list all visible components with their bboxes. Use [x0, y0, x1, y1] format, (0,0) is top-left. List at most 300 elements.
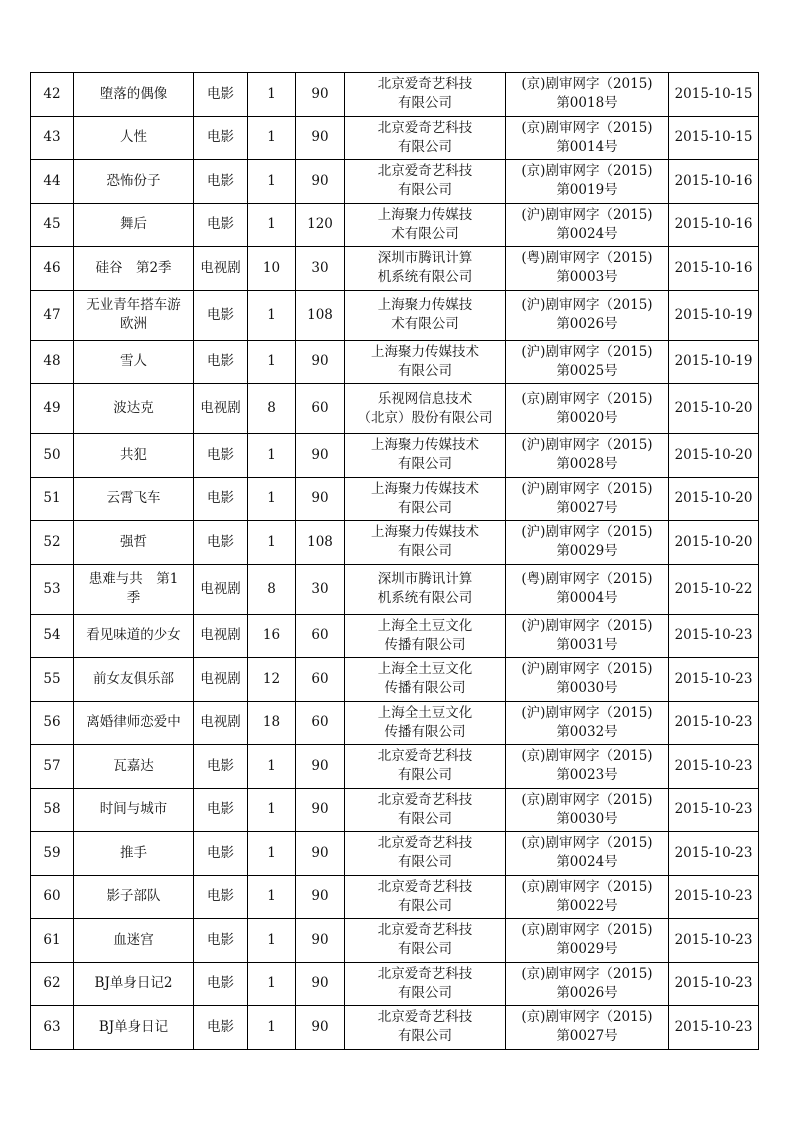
release-date: 2015-10-16	[669, 247, 759, 291]
company-name-line: 北京爱奇艺科技	[377, 748, 473, 765]
content-type: 电影	[194, 340, 248, 384]
license-number	[506, 614, 669, 658]
program-title	[74, 290, 194, 340]
license-number	[506, 658, 669, 702]
program-title	[74, 1006, 194, 1050]
episode-length: 30	[296, 247, 345, 291]
company-name-line: 有限公司	[398, 767, 452, 784]
license-number	[506, 701, 669, 745]
company-name	[345, 290, 506, 340]
content-type: 电影	[194, 788, 248, 832]
content-type: 电影	[194, 832, 248, 876]
release-date: 2015-10-20	[669, 477, 759, 521]
program-title	[74, 160, 194, 204]
episode-length: 90	[296, 832, 345, 876]
program-title-line: 时间与城市	[99, 801, 168, 818]
content-type: 电影	[194, 521, 248, 565]
license-number	[506, 832, 669, 876]
license-number-line: (沪)剧审网字（2015)	[521, 297, 653, 313]
company-name	[345, 788, 506, 832]
content-type: 电影	[194, 434, 248, 478]
table-row	[31, 160, 759, 204]
license-number-line: (京)剧审网字（2015)	[521, 748, 653, 765]
episode-length: 90	[296, 340, 345, 384]
license-number-line: 第0004号	[556, 590, 618, 606]
episode-count: 1	[248, 73, 296, 117]
company-name-line: 上海聚力传媒技术	[371, 343, 479, 360]
content-type: 电视剧	[194, 384, 248, 434]
row-number: 42	[31, 73, 74, 117]
table-row	[31, 919, 759, 963]
table-row	[31, 384, 759, 434]
row-number: 60	[31, 875, 74, 919]
episode-length: 60	[296, 701, 345, 745]
content-type: 电影	[194, 919, 248, 963]
row-number: 56	[31, 701, 74, 745]
license-number-line: 第0025号	[556, 362, 618, 379]
license-number-line: (沪)剧审网字（2015)	[521, 480, 653, 497]
release-date: 2015-10-23	[669, 832, 759, 876]
release-date: 2015-10-23	[669, 614, 759, 658]
table-row	[31, 247, 759, 291]
company-name	[345, 962, 506, 1006]
table-row	[31, 434, 759, 478]
episode-count: 1	[248, 745, 296, 789]
row-number: 54	[31, 614, 74, 658]
company-name	[345, 701, 506, 745]
license-number-line: 第0027号	[556, 499, 618, 516]
license-number-line: (沪)剧审网字（2015)	[521, 661, 653, 678]
company-name	[345, 73, 506, 117]
program-title-line: BJ单身日记	[98, 1018, 169, 1035]
license-number-line: 第0026号	[556, 984, 618, 1001]
license-number-line: (京)剧审网字（2015)	[521, 835, 653, 852]
license-number-line: 第0031号	[556, 636, 618, 653]
company-name-line: 北京爱奇艺科技	[377, 791, 473, 808]
episode-length: 90	[296, 745, 345, 789]
license-number	[506, 788, 669, 832]
company-name-line: 北京爱奇艺科技	[377, 922, 473, 939]
table-row	[31, 116, 759, 160]
program-title-line: 恐怖份子	[106, 172, 161, 189]
license-number-line: (沪)剧审网字（2015)	[521, 437, 653, 454]
company-name-line: 上海全土豆文化	[377, 617, 473, 634]
episode-count: 1	[248, 919, 296, 963]
company-name-line: 深圳市腾讯计算	[377, 250, 473, 267]
company-name-line: 机系统有限公司	[377, 269, 473, 286]
license-number	[506, 962, 669, 1006]
table-row	[31, 73, 759, 117]
license-number-line: 第0029号	[556, 941, 618, 958]
company-name-line: 上海聚力传媒技术	[371, 524, 479, 541]
license-number	[506, 875, 669, 919]
license-number	[506, 564, 669, 614]
company-name-line: 上海全土豆文化	[377, 704, 473, 721]
episode-count: 1	[248, 521, 296, 565]
license-number-line: (粤)剧审网字（2015)	[521, 571, 653, 587]
company-name-line: 术有限公司	[391, 316, 459, 332]
row-number: 45	[31, 203, 74, 247]
program-title	[74, 658, 194, 702]
program-title-line: 强哲	[120, 533, 147, 550]
program-title	[74, 521, 194, 565]
episode-length: 90	[296, 788, 345, 832]
license-number-line: (京)剧审网字（2015)	[521, 76, 653, 93]
row-number: 48	[31, 340, 74, 384]
row-number: 43	[31, 116, 74, 160]
release-date: 2015-10-23	[669, 788, 759, 832]
program-title	[74, 247, 194, 291]
program-title	[74, 116, 194, 160]
release-date: 2015-10-16	[669, 203, 759, 247]
release-date: 2015-10-22	[669, 564, 759, 614]
episode-length: 90	[296, 875, 345, 919]
program-title	[74, 434, 194, 478]
episode-length: 90	[296, 1006, 345, 1050]
episode-length: 108	[296, 521, 345, 565]
episode-length: 90	[296, 160, 345, 204]
program-title	[74, 875, 194, 919]
license-number-line: (京)剧审网字（2015)	[521, 791, 653, 808]
release-date: 2015-10-23	[669, 701, 759, 745]
episode-length: 120	[296, 203, 345, 247]
license-number-line: 第0023号	[556, 767, 618, 784]
license-number	[506, 1006, 669, 1050]
company-name	[345, 477, 506, 521]
company-name-line: 有限公司	[398, 456, 452, 473]
content-type: 电影	[194, 477, 248, 521]
release-date: 2015-10-16	[669, 160, 759, 204]
company-name	[345, 434, 506, 478]
license-number	[506, 290, 669, 340]
row-number: 58	[31, 788, 74, 832]
license-number-line: (京)剧审网字（2015)	[521, 390, 653, 407]
license-number	[506, 340, 669, 384]
row-number: 50	[31, 434, 74, 478]
company-name	[345, 340, 506, 384]
program-title-line: 无业青年搭车游	[86, 297, 181, 313]
program-title-line: 看见味道的少女	[86, 627, 181, 644]
company-name	[345, 160, 506, 204]
company-name	[345, 875, 506, 919]
license-number	[506, 160, 669, 204]
table-row	[31, 962, 759, 1006]
license-number-line: 第0024号	[556, 225, 618, 242]
license-number-line: (沪)剧审网字（2015)	[521, 704, 653, 721]
company-name-line: 深圳市腾讯计算	[377, 571, 473, 587]
table-row	[31, 290, 759, 340]
episode-count: 1	[248, 160, 296, 204]
program-title	[74, 962, 194, 1006]
row-number: 47	[31, 290, 74, 340]
program-title	[74, 477, 194, 521]
content-type: 电影	[194, 160, 248, 204]
company-name-line: 北京爱奇艺科技	[377, 76, 473, 93]
company-name-line: 有限公司	[398, 984, 452, 1001]
release-date: 2015-10-20	[669, 434, 759, 478]
content-type: 电影	[194, 116, 248, 160]
row-number: 46	[31, 247, 74, 291]
release-date: 2015-10-23	[669, 875, 759, 919]
company-name-line: 北京爱奇艺科技	[377, 878, 473, 895]
license-number-line: (京)剧审网字（2015)	[521, 922, 653, 939]
content-type: 电影	[194, 290, 248, 340]
license-number-line: 第0029号	[556, 543, 618, 560]
program-title	[74, 919, 194, 963]
episode-count: 1	[248, 477, 296, 521]
row-number: 62	[31, 962, 74, 1006]
company-name	[345, 1006, 506, 1050]
license-number-line: 第0026号	[556, 316, 618, 332]
program-title	[74, 203, 194, 247]
content-type: 电影	[194, 73, 248, 117]
license-number-line: (沪)剧审网字（2015)	[521, 343, 653, 360]
company-name	[345, 919, 506, 963]
license-number-line: 第0027号	[556, 1028, 618, 1045]
registration-table	[30, 72, 759, 1050]
company-name-line: 上海全土豆文化	[377, 661, 473, 678]
program-title-line: 堕落的偶像	[99, 85, 168, 102]
table-row	[31, 1006, 759, 1050]
company-name	[345, 247, 506, 291]
program-title	[74, 788, 194, 832]
company-name	[345, 116, 506, 160]
row-number: 61	[31, 919, 74, 963]
episode-length: 60	[296, 384, 345, 434]
license-number	[506, 434, 669, 478]
company-name-line: 有限公司	[398, 543, 452, 560]
license-number-line: (京)剧审网字（2015)	[521, 163, 653, 180]
table-body	[31, 73, 759, 1050]
episode-count: 1	[248, 875, 296, 919]
program-title-line: 前女友俱乐部	[93, 670, 174, 687]
episode-count: 8	[248, 564, 296, 614]
program-title-line: 影子部队	[106, 888, 161, 905]
license-number-line: (沪)剧审网字（2015)	[521, 206, 653, 223]
table-row	[31, 701, 759, 745]
company-name-line: 传播有限公司	[384, 723, 466, 740]
episode-count: 1	[248, 832, 296, 876]
release-date: 2015-10-15	[669, 73, 759, 117]
episode-length: 30	[296, 564, 345, 614]
program-title-line: 血迷宫	[113, 931, 154, 948]
release-date: 2015-10-20	[669, 521, 759, 565]
release-date: 2015-10-23	[669, 962, 759, 1006]
episode-count: 1	[248, 203, 296, 247]
license-number-line: (粤)剧审网字（2015)	[521, 250, 653, 267]
table-row	[31, 203, 759, 247]
program-title	[74, 614, 194, 658]
episode-length: 90	[296, 434, 345, 478]
company-name-line: 有限公司	[398, 1028, 452, 1045]
company-name	[345, 658, 506, 702]
license-number-line: (京)剧审网字（2015)	[521, 965, 653, 982]
row-number: 44	[31, 160, 74, 204]
program-title-line: 云霄飞车	[106, 490, 161, 507]
company-name-line: 北京爱奇艺科技	[377, 119, 473, 136]
license-number-line: 第0018号	[556, 95, 618, 112]
episode-count: 1	[248, 290, 296, 340]
table-row	[31, 614, 759, 658]
content-type: 电影	[194, 875, 248, 919]
content-type: 电影	[194, 1006, 248, 1050]
company-name-line: （北京）股份有限公司	[357, 409, 493, 426]
program-title	[74, 745, 194, 789]
license-number-line: (沪)剧审网字（2015)	[521, 617, 653, 634]
table-row	[31, 658, 759, 702]
program-title-line: 舞后	[120, 216, 147, 233]
row-number: 52	[31, 521, 74, 565]
episode-count: 1	[248, 340, 296, 384]
episode-count: 10	[248, 247, 296, 291]
company-name-line: 传播有限公司	[384, 680, 466, 697]
license-number	[506, 521, 669, 565]
episode-length: 108	[296, 290, 345, 340]
table-row	[31, 875, 759, 919]
table-row	[31, 564, 759, 614]
content-type: 电影	[194, 745, 248, 789]
content-type: 电影	[194, 962, 248, 1006]
company-name	[345, 564, 506, 614]
release-date: 2015-10-19	[669, 290, 759, 340]
program-title	[74, 832, 194, 876]
program-title-line: 共犯	[120, 446, 147, 463]
table-row	[31, 521, 759, 565]
program-title-line: 推手	[120, 844, 147, 861]
company-name-line: 北京爱奇艺科技	[377, 835, 473, 852]
program-title-line: 波达克	[113, 400, 154, 416]
license-number	[506, 247, 669, 291]
table-row	[31, 832, 759, 876]
program-title-line: 雪人	[120, 353, 147, 370]
company-name-line: 机系统有限公司	[377, 590, 473, 606]
program-title-line: 患难与共 第1	[88, 571, 179, 587]
program-title	[74, 340, 194, 384]
episode-count: 18	[248, 701, 296, 745]
table-row	[31, 340, 759, 384]
license-number-line: (京)剧审网字（2015)	[521, 878, 653, 895]
program-title-line: 欧洲	[120, 316, 147, 332]
program-title	[74, 701, 194, 745]
company-name	[345, 614, 506, 658]
content-type: 电视剧	[194, 614, 248, 658]
release-date: 2015-10-23	[669, 1006, 759, 1050]
row-number: 53	[31, 564, 74, 614]
license-number-line: 第0028号	[556, 456, 618, 473]
company-name	[345, 745, 506, 789]
program-title-line: 季	[126, 590, 141, 606]
license-number-line: (沪)剧审网字（2015)	[521, 524, 653, 541]
episode-count: 1	[248, 434, 296, 478]
row-number: 59	[31, 832, 74, 876]
program-title	[74, 564, 194, 614]
company-name-line: 传播有限公司	[384, 636, 466, 653]
release-date: 2015-10-20	[669, 384, 759, 434]
company-name-line: 北京爱奇艺科技	[377, 1009, 473, 1026]
company-name	[345, 832, 506, 876]
company-name-line: 术有限公司	[391, 225, 459, 242]
license-number-line: 第0032号	[556, 723, 618, 740]
episode-length: 90	[296, 919, 345, 963]
license-number-line: (京)剧审网字（2015)	[521, 1009, 653, 1026]
license-number-line: 第0014号	[556, 138, 618, 155]
program-title-line: BJ单身日记2	[94, 975, 173, 992]
company-name-line: 有限公司	[398, 941, 452, 958]
episode-count: 1	[248, 116, 296, 160]
company-name	[345, 521, 506, 565]
program-title-line: 离婚律师恋爱中	[86, 714, 181, 731]
table-row	[31, 745, 759, 789]
company-name-line: 乐视网信息技术	[377, 390, 473, 407]
program-title	[74, 384, 194, 434]
license-number-line: 第0030号	[556, 810, 618, 827]
license-number-line: 第0022号	[556, 897, 618, 914]
episode-length: 90	[296, 73, 345, 117]
license-number-line: 第0024号	[556, 854, 618, 871]
company-name-line: 上海聚力传媒技术	[371, 437, 479, 454]
company-name-line: 北京爱奇艺科技	[377, 163, 473, 180]
license-number-line: 第0020号	[556, 409, 618, 426]
content-type: 电视剧	[194, 564, 248, 614]
table-row	[31, 788, 759, 832]
program-title	[74, 73, 194, 117]
company-name-line: 有限公司	[398, 810, 452, 827]
license-number-line: 第0030号	[556, 680, 618, 697]
company-name-line: 有限公司	[398, 95, 452, 112]
episode-count: 1	[248, 788, 296, 832]
release-date: 2015-10-23	[669, 919, 759, 963]
row-number: 57	[31, 745, 74, 789]
episode-count: 16	[248, 614, 296, 658]
license-number	[506, 116, 669, 160]
episode-length: 90	[296, 477, 345, 521]
company-name-line: 有限公司	[398, 182, 452, 199]
company-name-line: 有限公司	[398, 854, 452, 871]
episode-length: 60	[296, 614, 345, 658]
episode-length: 90	[296, 962, 345, 1006]
license-number	[506, 384, 669, 434]
row-number: 49	[31, 384, 74, 434]
content-type: 电视剧	[194, 701, 248, 745]
episode-count: 1	[248, 1006, 296, 1050]
program-title-line: 硅谷 第2季	[95, 259, 172, 276]
company-name-line: 上海聚力传媒技术	[371, 480, 479, 497]
release-date: 2015-10-23	[669, 658, 759, 702]
company-name-line: 有限公司	[398, 897, 452, 914]
company-name-line: 有限公司	[398, 362, 452, 379]
episode-count: 1	[248, 962, 296, 1006]
license-number	[506, 919, 669, 963]
row-number: 51	[31, 477, 74, 521]
release-date: 2015-10-15	[669, 116, 759, 160]
license-number-line: 第0019号	[556, 182, 618, 199]
license-number-line: (京)剧审网字（2015)	[521, 119, 653, 136]
license-number-line: 第0003号	[556, 269, 618, 286]
license-number	[506, 203, 669, 247]
release-date: 2015-10-23	[669, 745, 759, 789]
license-number	[506, 73, 669, 117]
company-name-line: 上海聚力传媒技	[377, 206, 473, 223]
episode-count: 8	[248, 384, 296, 434]
company-name-line: 有限公司	[398, 138, 452, 155]
episode-length: 60	[296, 658, 345, 702]
episode-count: 12	[248, 658, 296, 702]
content-type: 电视剧	[194, 247, 248, 291]
company-name-line: 北京爱奇艺科技	[377, 965, 473, 982]
company-name-line: 上海聚力传媒技	[377, 297, 473, 313]
content-type: 电视剧	[194, 658, 248, 702]
license-number	[506, 477, 669, 521]
